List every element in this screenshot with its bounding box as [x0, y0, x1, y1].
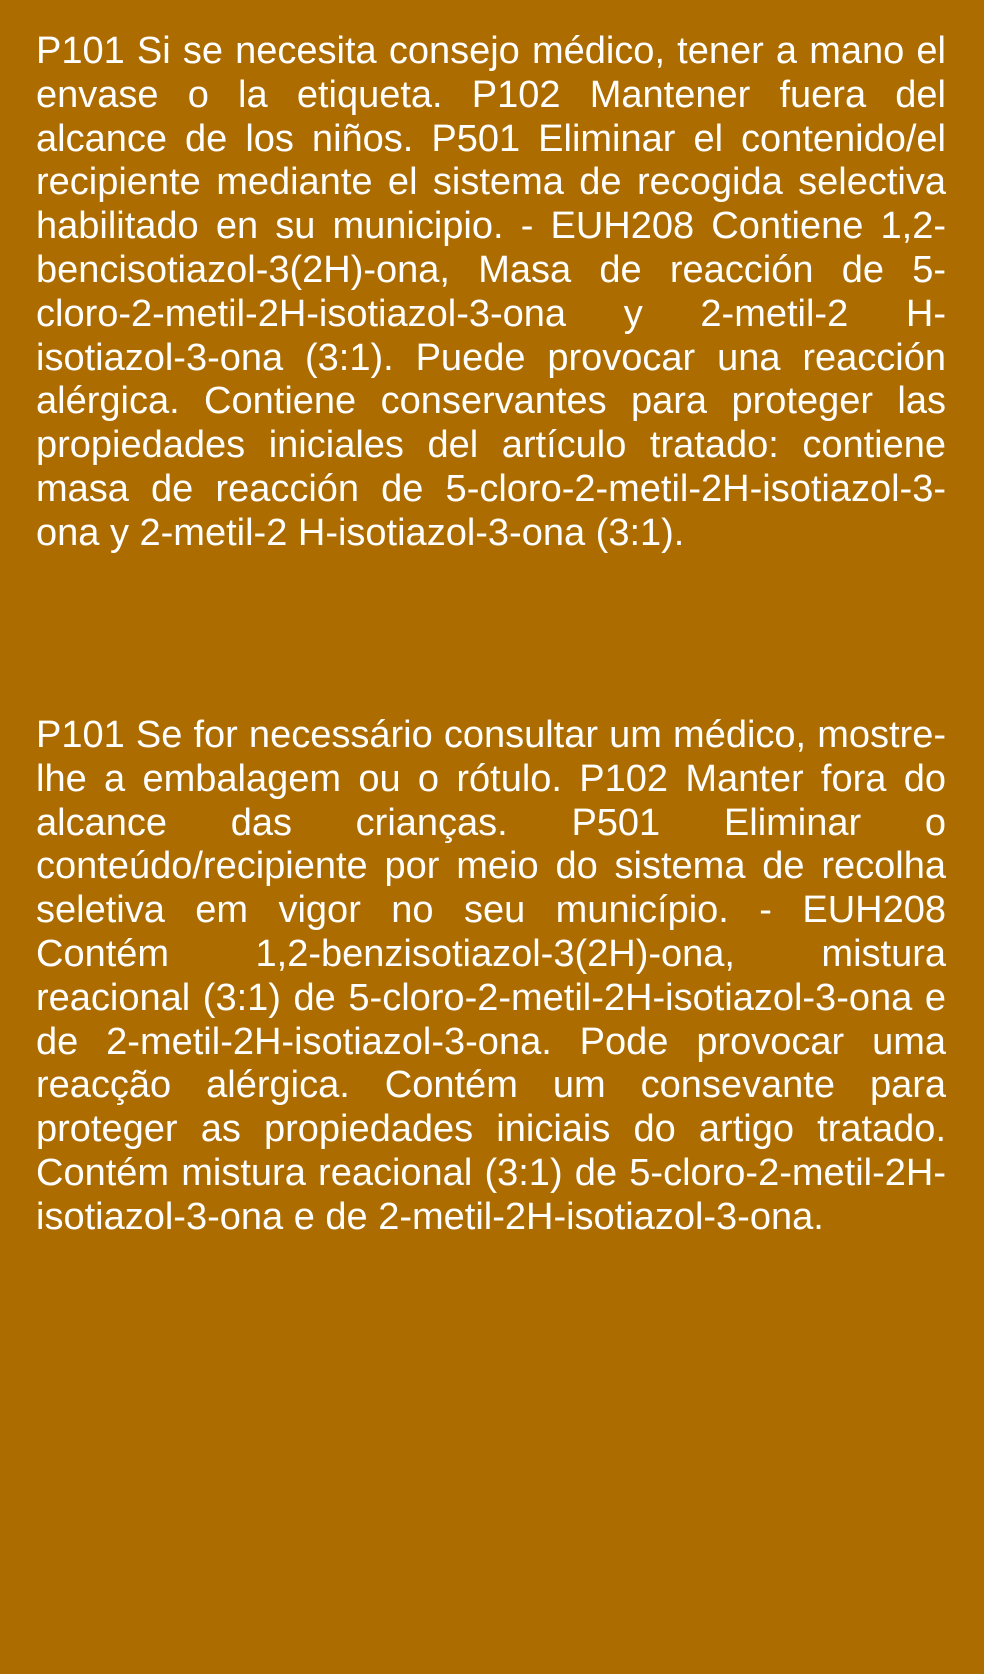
spanish-precautionary-text: P101 Si se necesita consejo médico, tener a mano el envase o la etiqueta. P102 Mantener fuera del alcance de los niños. P501 Eliminar el contenido/el recipiente mediante el sistema de recogida selectiva habilitado en su municipio. - EUH208 Contiene 1,2-bencisotiazol-3(2H)-ona, Masa de reacción de 5-cloro-2-metil-2H-isotiazol-3-ona y 2-metil-2 H-isotiazol-3-ona (3:1). Puede provocar una reacción alérgica. Contiene conservantes para proteger las propiedades iniciales del artículo tratado: contiene masa de reacción de 5-cloro-2-metil-2H-isotiazol-3-ona y 2-metil-2 H-isotiazol-3-ona (3:1).: [36, 30, 946, 554]
portuguese-precautionary-text: P101 Se for necessário consultar um médico, mostre-lhe a embalagem ou o rótulo. P102 Manter fora do alcance das crianças. P501 Eliminar o conteúdo/recipiente por meio do sistema de recolha seletiva em vigor no seu município. - EUH208 Contém 1,2-benzisotiazol-3(2H)-ona, mistura reacional (3:1) de 5-cloro-2-metil-2H-isotiazol-3-ona e de 2-metil-2H-isotiazol-3-ona. Pode provocar uma reacção alérgica. Contém um consevante para proteger as propiedades iniciais do artigo tratado. Contém mistura reacional (3:1) de 5-cloro-2-metil-2H-isotiazol-3-ona e de 2-metil-2H-isotiazol-3-ona.: [36, 714, 946, 1238]
